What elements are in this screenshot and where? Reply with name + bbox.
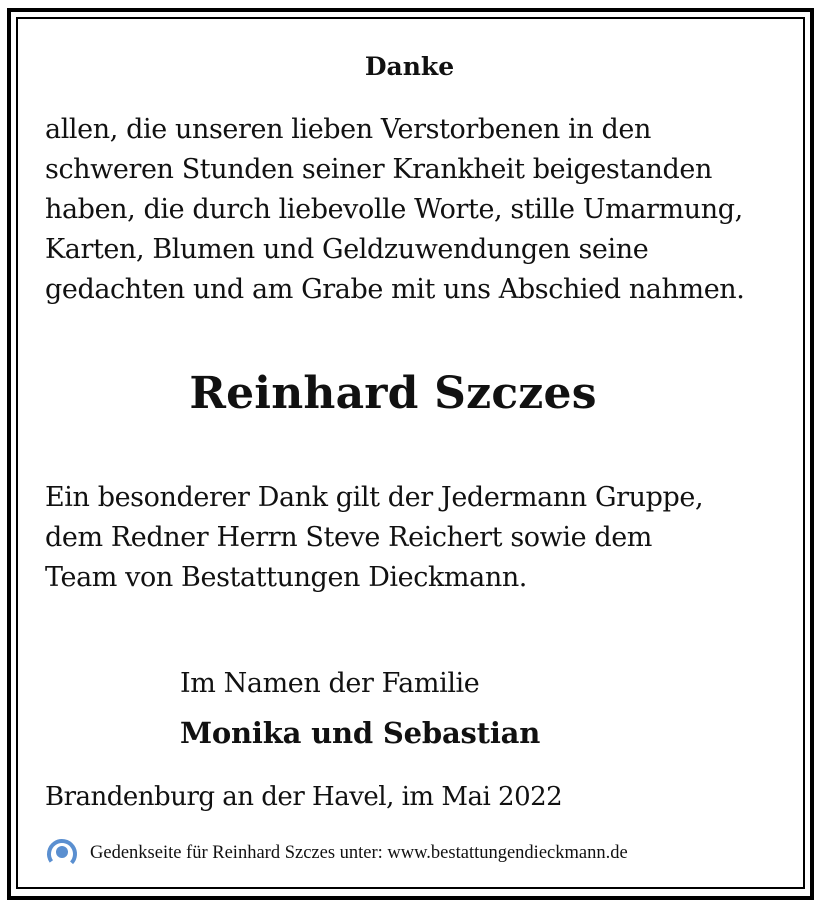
family-line: Im Namen der Familie — [180, 668, 480, 699]
special-thanks-line: Team von Bestattungen Dieckmann. — [45, 562, 527, 593]
heading-danke: Danke — [364, 52, 455, 81]
special-thanks-paragraph — [45, 478, 703, 598]
intro-line: schweren Stunden seiner Krankheit beigestanden — [45, 154, 712, 185]
intro-line: Karten, Blumen und Geldzuwendungen seine — [45, 234, 649, 265]
memorial-page-link[interactable]: Gedenkseite für Reinhard Szczes unter: www.bestattungendieckmann.de — [90, 843, 628, 863]
intro-line: gedachten und am Grabe mit uns Abschied nahmen. — [45, 274, 745, 305]
place-and-date: Brandenburg an der Havel, im Mai 2022 — [45, 782, 563, 812]
signers-names: Monika und Sebastian — [180, 716, 541, 750]
circle-dot-logo-icon — [44, 836, 80, 872]
special-thanks-line: Ein besonderer Dank gilt der Jedermann Gruppe, — [45, 482, 704, 513]
intro-line: allen, die unseren lieben Verstorbenen in den — [45, 114, 651, 145]
intro-paragraph — [45, 110, 744, 310]
deceased-name: Reinhard Szczes — [189, 368, 597, 419]
special-thanks-line: dem Redner Herrn Steve Reichert sowie dem — [45, 522, 652, 553]
intro-line: haben, die durch liebevolle Worte, stille Umarmung, — [45, 194, 743, 225]
